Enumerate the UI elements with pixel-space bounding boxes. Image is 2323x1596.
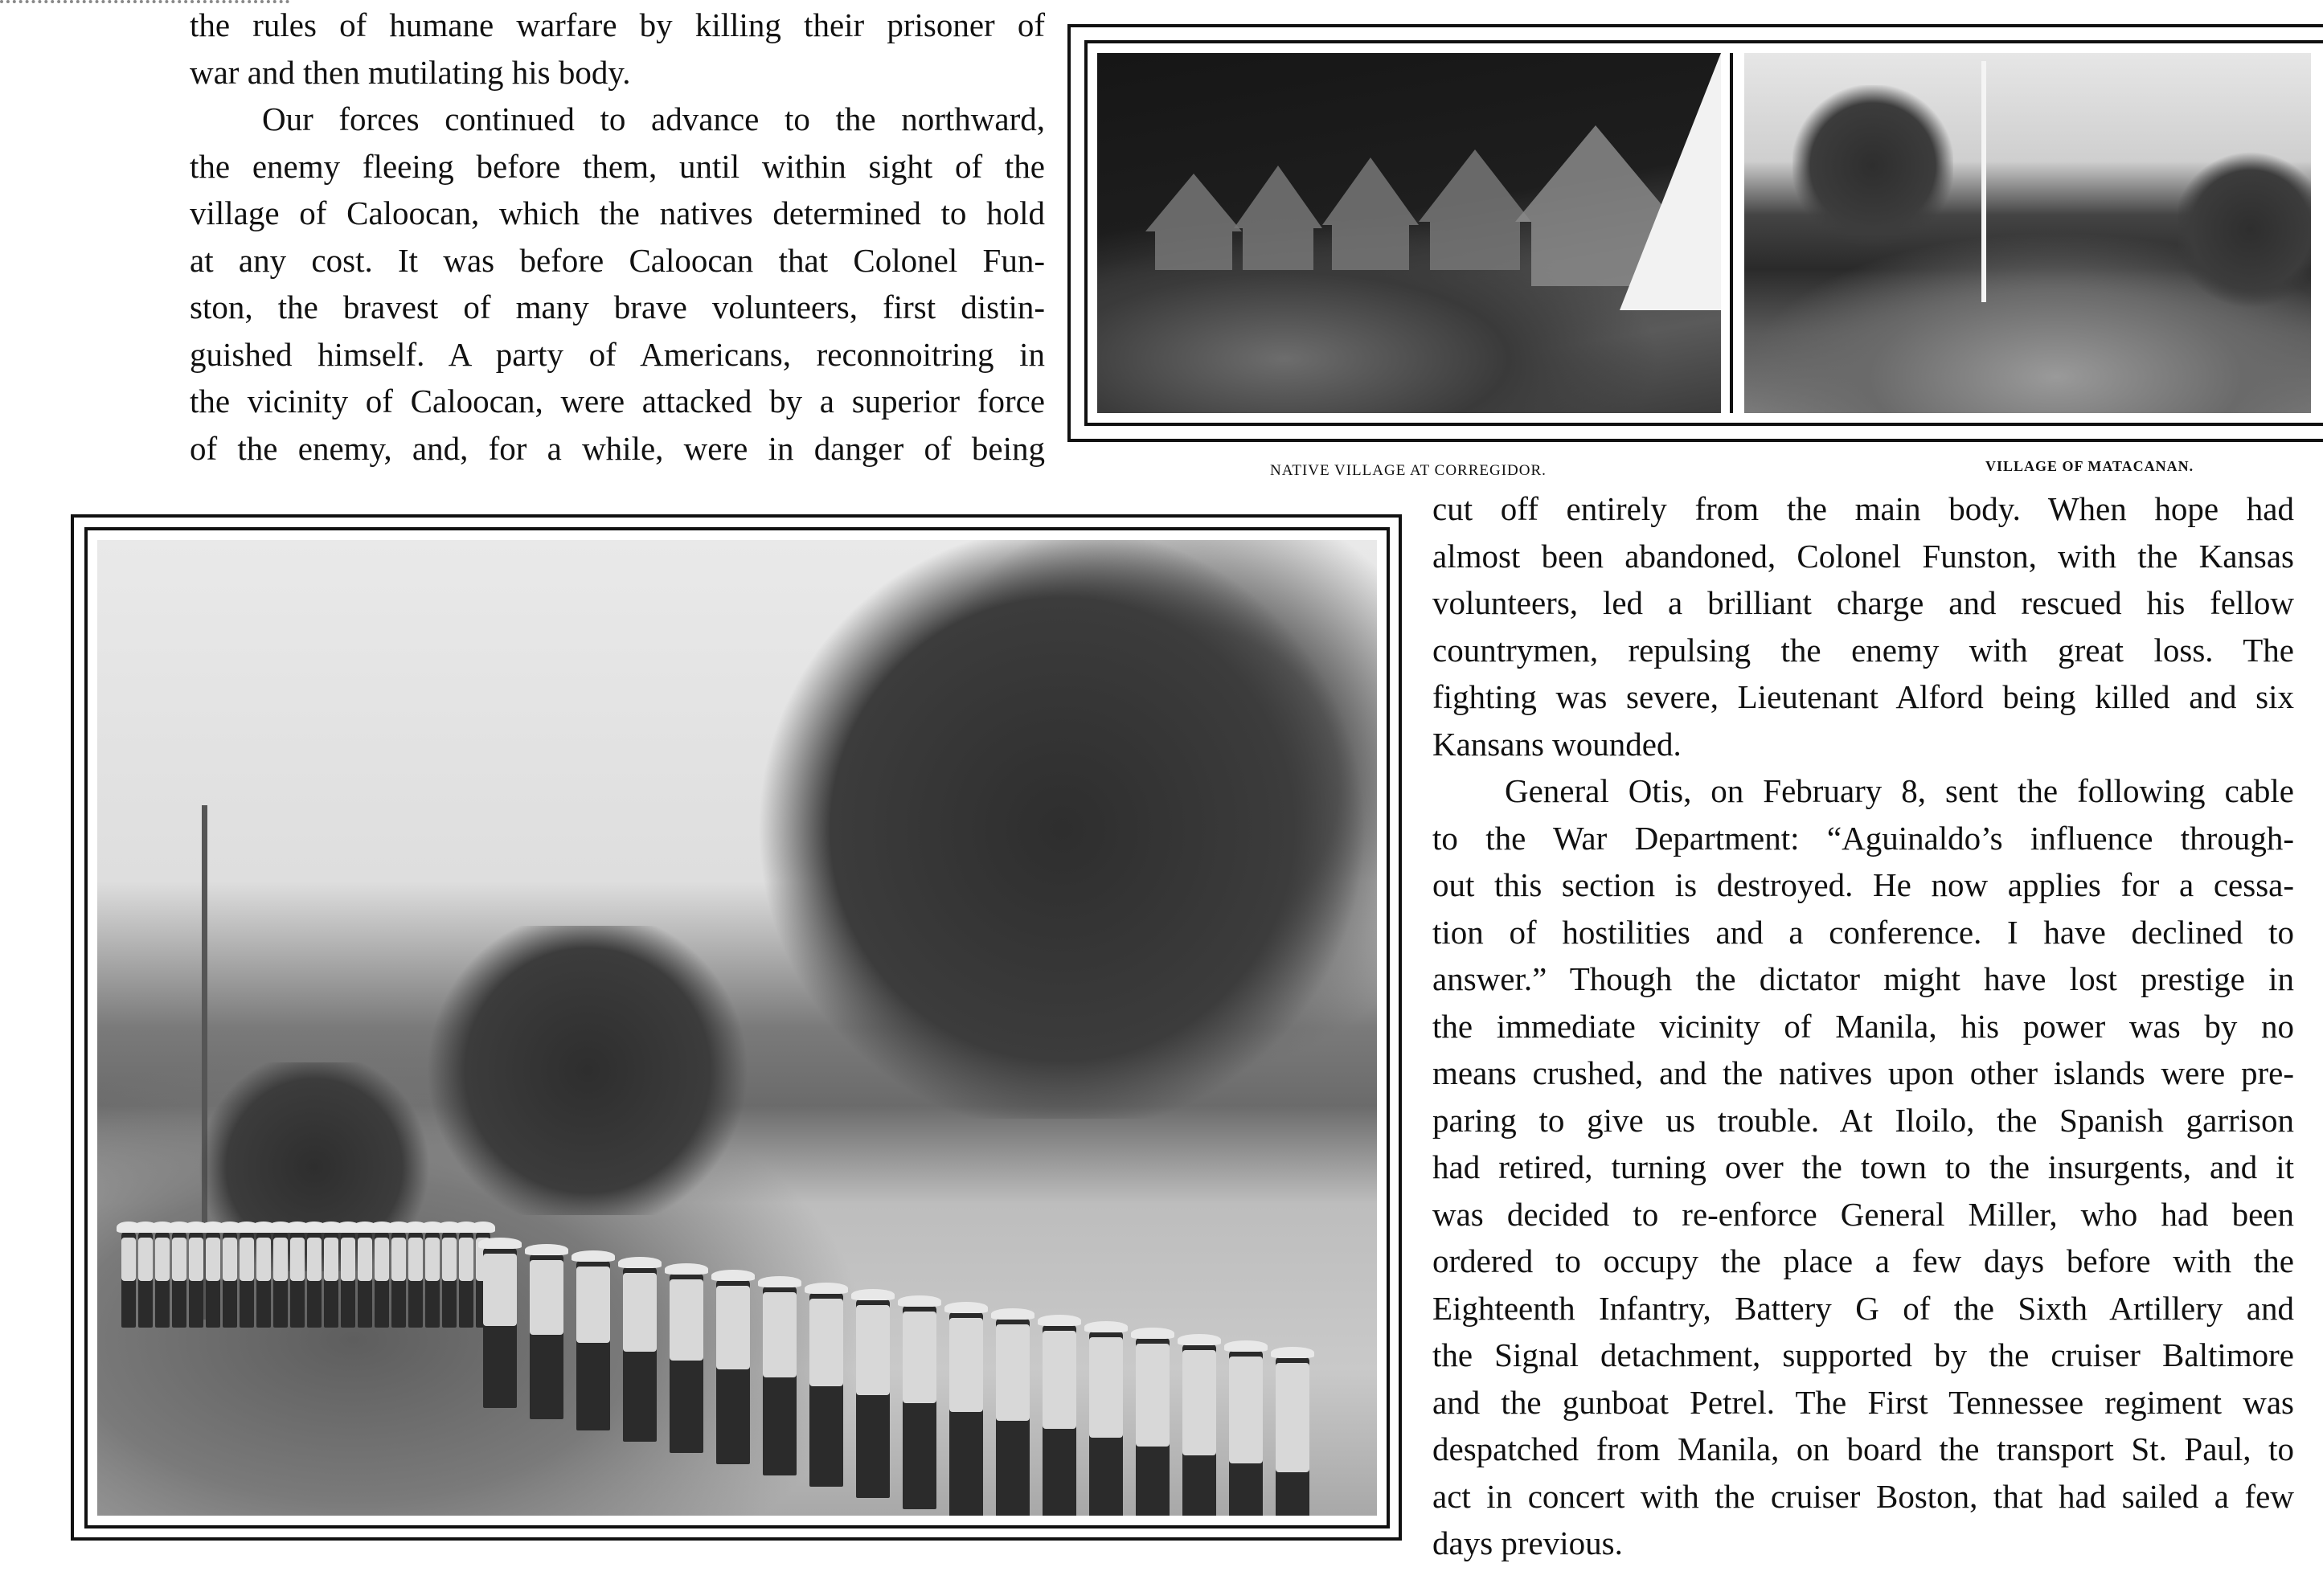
soldier-figure (1136, 1337, 1170, 1516)
soldier-figure (391, 1231, 406, 1328)
soldier-uniform (290, 1238, 305, 1281)
soldier-uniform (1229, 1357, 1263, 1463)
text-line: the immediate vicinity of Manila, his power was by no (1432, 1007, 2294, 1045)
soldier-uniform (206, 1238, 220, 1281)
soldier-figure (483, 1247, 517, 1408)
soldier-uniform (670, 1279, 703, 1361)
soldier-figure (1229, 1350, 1263, 1516)
soldier-uniform (375, 1238, 389, 1281)
soldier-figure (809, 1292, 843, 1487)
soldier-figure (996, 1318, 1030, 1516)
text-line: Eighteenth Infantry, Battery G of the Sixth Artillery and (1432, 1289, 2294, 1327)
soldier-uniform (189, 1238, 203, 1281)
text-line: despatched from Manila, on board the transport St. Paul, to (1432, 1430, 2294, 1467)
soldier-figure (716, 1279, 750, 1464)
text-line: guished himself. A party of Americans, reconnoitring in (190, 335, 1045, 373)
soldier-uniform (1089, 1337, 1123, 1438)
soldier-uniform (576, 1267, 610, 1343)
soldier-uniform (408, 1238, 423, 1281)
soldier-figure (358, 1231, 372, 1328)
soldier-uniform (763, 1292, 797, 1377)
soldier-figure (155, 1231, 170, 1328)
text-line: the rules of humane warfare by killing their prisoner of (190, 6, 1045, 43)
soldier-figure (121, 1231, 136, 1328)
text-line: had retired, turning over the town to the insurgents, and it (1432, 1148, 2294, 1185)
soldier-uniform (307, 1238, 322, 1281)
soldier-figure (273, 1231, 288, 1328)
soldier-figure (408, 1231, 423, 1328)
soldier-figure (949, 1312, 983, 1516)
soldier-figure (903, 1305, 936, 1509)
text-line: of the enemy, and, for a while, were in danger of being (190, 429, 1045, 467)
soldier-figure (670, 1273, 703, 1453)
text-line: answer.” Though the dictator might have lost prestige in (1432, 960, 2294, 997)
soldier-figure (324, 1231, 338, 1328)
soldier-uniform (809, 1299, 843, 1386)
soldier-figure (341, 1231, 355, 1328)
hut-shape (1145, 174, 1242, 270)
soldier-uniform (856, 1305, 890, 1395)
soldier-figure (442, 1231, 457, 1328)
soldier-uniform (121, 1238, 136, 1281)
text-line: tion of hostilities and a conference. I have declined to (1432, 913, 2294, 951)
text-line: days previous. (1432, 1524, 1623, 1561)
soldier-figure (856, 1299, 890, 1498)
hut-shape (1322, 158, 1419, 270)
soldier-figure (530, 1254, 563, 1419)
soldier-uniform (138, 1238, 153, 1281)
soldier-uniform (425, 1238, 440, 1281)
tree-shape (1792, 85, 1953, 246)
telegraph-pole (1981, 61, 1986, 302)
soldier-figure (375, 1231, 389, 1328)
text-line: was decided to re-enforce General Miller, who had been (1432, 1195, 2294, 1233)
photo-separator (1730, 53, 1733, 413)
text-line: at any cost. It was before Caloocan that Colonel Fun- (190, 241, 1045, 279)
text-line: ordered to occupy the place a few days before with the (1432, 1242, 2294, 1279)
soldier-figure (459, 1231, 473, 1328)
text-line: ston, the bravest of many brave volunteers, first distin- (190, 289, 1045, 325)
right-text-column (1432, 485, 2294, 1567)
text-line: General Otis, on February 8, sent the following cable (1505, 772, 2294, 809)
text-line: to the War Department: “Aguinaldo’s influence through- (1432, 819, 2294, 857)
text-line: and the gunboat Petrel. The First Tennessee regiment was (1432, 1383, 2294, 1421)
soldier-figure (256, 1231, 271, 1328)
soldier-uniform (341, 1238, 355, 1281)
soldier-uniform (623, 1273, 657, 1352)
soldier-uniform (530, 1260, 563, 1335)
soldier-figure (307, 1231, 322, 1328)
soldier-uniform (1136, 1344, 1170, 1447)
soldier-figure (1182, 1344, 1216, 1516)
soldier-uniform (1182, 1350, 1216, 1455)
text-line: the Signal detachment, supported by the cruiser Baltimore (1432, 1336, 2294, 1373)
soldier-uniform (273, 1238, 288, 1281)
tree-shape (419, 926, 756, 1215)
soldier-uniform (1276, 1363, 1309, 1472)
text-line: act in concert with the cruiser Boston, that had sailed a few (1432, 1477, 2294, 1515)
text-line: fighting was severe, Lieutenant Alford being killed and six (1432, 678, 2294, 715)
text-line: means crushed, and the natives upon other islands were pre- (1432, 1054, 2294, 1091)
soldier-uniform (172, 1238, 186, 1281)
text-line: village of Caloocan, which the natives determined to hold (190, 194, 1045, 231)
caption-native-village-corregidor: NATIVE VILLAGE AT CORREGIDOR. (1270, 462, 1547, 479)
tree-shape (2178, 149, 2311, 310)
soldier-uniform (483, 1254, 517, 1326)
photo-native-village-corregidor (1097, 53, 1721, 413)
soldier-uniform (256, 1238, 271, 1281)
soldier-uniform (442, 1238, 457, 1281)
text-line: countrymen, repulsing the enemy with great loss. The (1432, 631, 2294, 669)
soldier-uniform (949, 1318, 983, 1412)
soldier-figure (223, 1231, 237, 1328)
soldier-uniform (903, 1312, 936, 1403)
soldier-uniform (1043, 1331, 1076, 1429)
soldier-uniform (223, 1238, 237, 1281)
soldier-figure (623, 1267, 657, 1442)
text-line: the vicinity of Caloocan, were attacked by a superior force (190, 383, 1045, 419)
text-line: Kansans wounded. (1432, 725, 1682, 763)
hut-shape (1419, 149, 1531, 270)
soldier-uniform (459, 1238, 473, 1281)
soldier-figure (138, 1231, 153, 1328)
text-line: the enemy fleeing before them, until within sight of the (190, 147, 1045, 185)
hut-shape (1234, 166, 1322, 270)
soldier-figure (172, 1231, 186, 1328)
soldier-figure (425, 1231, 440, 1328)
soldier-figure (1043, 1324, 1076, 1516)
soldier-figure (240, 1231, 254, 1328)
text-line: volunteers, led a brilliant charge and rescued his fellow (1432, 584, 2294, 621)
caption-village-matacanan: VILLAGE OF MATACANAN. (1985, 458, 2194, 474)
soldier-figure (1276, 1357, 1309, 1516)
text-line: out this section is destroyed. He now applies for a cessa- (1432, 866, 2294, 903)
text-line: Our forces continued to advance to the northward, (262, 100, 1045, 137)
tree-shape (756, 540, 1367, 1119)
soldier-figure (206, 1231, 220, 1328)
text-line: cut off entirely from the main body. When hope had (1432, 490, 2294, 527)
soldier-uniform (996, 1324, 1030, 1421)
text-line: almost been abandoned, Colonel Funston, with the Kansas (1432, 537, 2294, 575)
text-line: paring to give us trouble. At Iloilo, the Spanish garrison (1432, 1101, 2294, 1139)
soldier-uniform (155, 1238, 170, 1281)
soldier-uniform (391, 1238, 406, 1281)
soldier-uniform (240, 1238, 254, 1281)
left-text-column (190, 2, 1045, 472)
soldier-figure (576, 1260, 610, 1430)
text-line: war and then mutilating his body. (190, 53, 631, 91)
soldier-uniform (716, 1286, 750, 1369)
soldier-figure (1089, 1331, 1123, 1516)
photo-soldiers-in-formation (97, 540, 1377, 1516)
soldier-figure (189, 1231, 203, 1328)
soldier-figure (763, 1286, 797, 1475)
soldier-figure (290, 1231, 305, 1328)
soldier-uniform (324, 1238, 338, 1281)
photo-village-matacanan (1744, 53, 2311, 413)
soldier-uniform (358, 1238, 372, 1281)
